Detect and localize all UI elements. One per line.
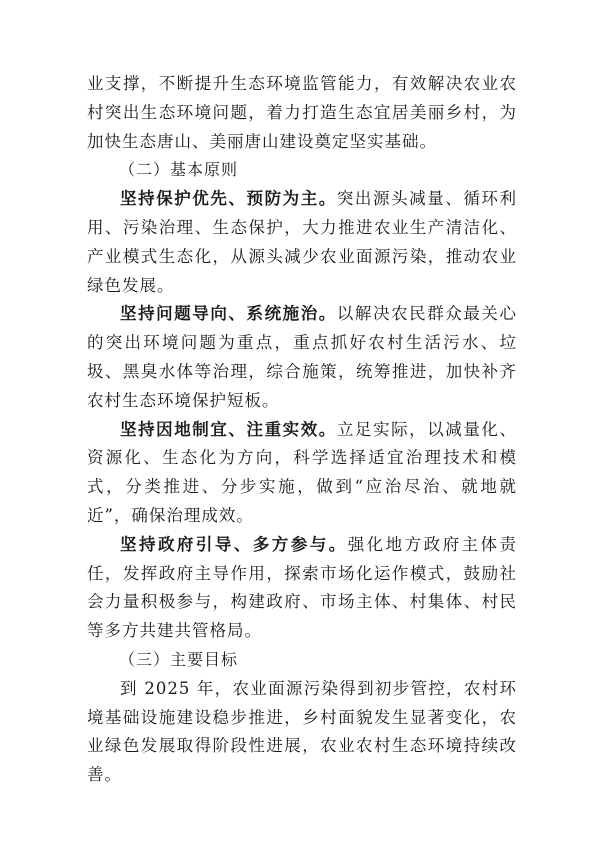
paragraph-continuation: 业支撑，不断提升生态环境监管能力，有效解决农业农村突出生态环境问题，着力打造生态宜居美丽乡村，为加快生态唐山、美丽唐山建设奠定坚实基础。 [87, 74, 517, 151]
principle-paragraph-2 [87, 300, 517, 415]
principle-lead-4: 坚持政府引导、多方参与。 [120, 534, 348, 554]
principle-body-1: 突出源头减量、循环利用、污染治理、生态保护，大力推进农业生产清洁化、产业模式生态化，从源头减少农业面源污染，推动农业绿色发展。 [87, 189, 518, 295]
principle-lead-3: 坚持因地制宜、注重实效。 [120, 419, 337, 439]
principle-lead-1: 坚持保护优先、预防为主。 [120, 189, 337, 209]
principle-paragraph-4 [87, 531, 517, 646]
section-heading-main-goals: （三）主要目标 [119, 649, 239, 669]
principle-body-2: 以解决农民群众最关心的突出环境问题为重点，重点抓好农村生活污水、垃圾、黑臭水体等治理，综合施策，统筹推进，加快补齐农村生态环境保护短板。 [87, 304, 518, 410]
section-heading-basic-principles: （二）基本原则 [119, 160, 239, 180]
principle-paragraph-3 [87, 416, 517, 531]
principle-body-3: 立足实际，以减量化、资源化、生态化为方向，科学选择适宜治理技术和模式，分类推进、分步实施，做到“应治尽治、就地就近”，确保治理成效。 [87, 419, 518, 525]
principle-body-4: 强化地方政府主体责任，发挥政府主导作用，探索市场化运作模式，鼓励社会力量积极参与，构建政府、市场主体、村集体、村民等多方共建共管格局。 [87, 534, 518, 641]
goals-paragraph: 到 2025 年，农业面源污染得到初步管控，农村环境基础设施建设稳步推进，乡村面貌发生显著变化，农业绿色发展取得阶段性进展，农业农村生态环境持续改善。 [87, 678, 517, 785]
document-page [87, 70, 517, 790]
principle-paragraph-1 [87, 185, 517, 300]
principle-lead-2: 坚持问题导向、系统施治。 [120, 304, 337, 324]
